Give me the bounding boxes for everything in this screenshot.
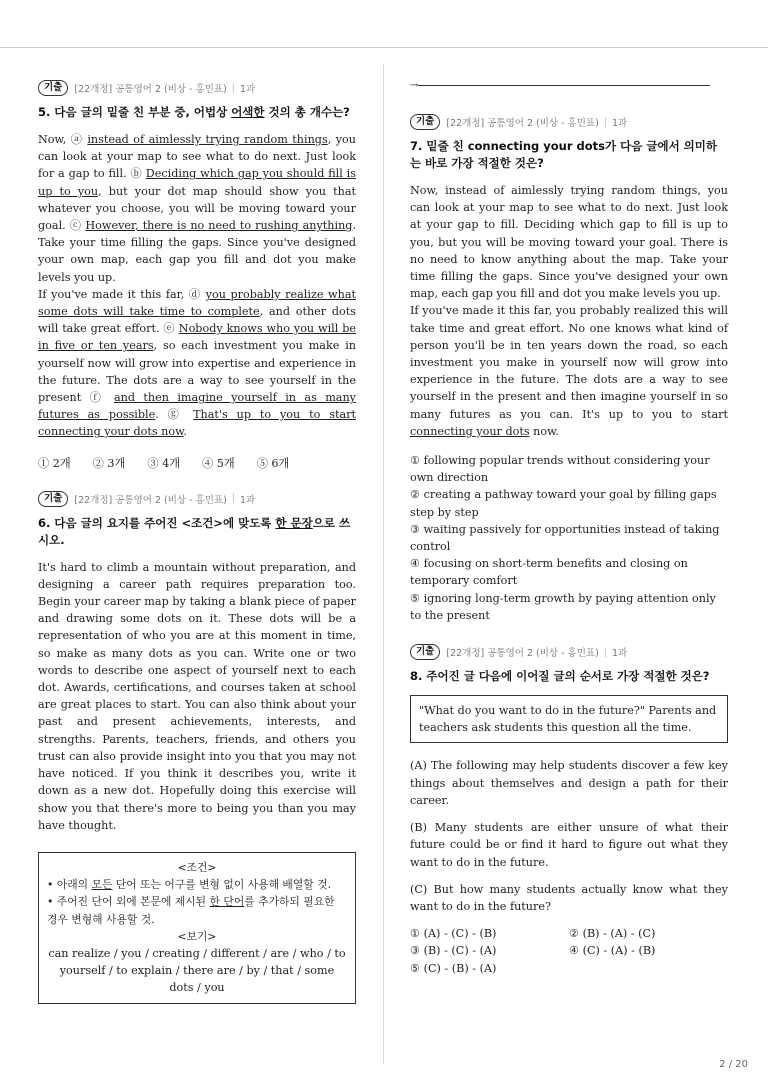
- answer-option: ① 2개: [38, 456, 71, 470]
- answer-option: ② 3개: [92, 456, 126, 470]
- q7-options: [410, 452, 728, 624]
- underlined-segment: That's up to you to start connecting your dots now: [38, 408, 356, 439]
- right-column: [410, 80, 728, 977]
- answer-option: ④ 5개: [202, 456, 235, 470]
- q8-given-box: "What do you want to do in the future?" Parents and teachers ask students this question all the time.: [410, 695, 728, 743]
- exam-badge: 기출: [410, 114, 440, 130]
- unit-text: 1과: [612, 648, 628, 660]
- q6-condition-box: [38, 852, 356, 1004]
- q5-title: 5. 다음 글의 밑줄 친 부분 중, 어법상 어색한 것의 총 개수는?: [38, 105, 350, 119]
- answer-option: ① following popular trends without considering your own direction: [410, 454, 710, 485]
- answer-option: ④ (C) - (A) - (B): [569, 944, 656, 958]
- passage-text: , and other dots will take great effort. ⓔ: [38, 305, 356, 336]
- unit-text: 1과: [612, 118, 628, 129]
- unit-text: 1과: [240, 84, 256, 95]
- answer-option: ② creating a pathway toward your goal by filling gaps step by step: [410, 488, 717, 519]
- answer-option: ⑤ 6개: [256, 456, 290, 470]
- answer-line: →: [410, 80, 728, 92]
- q7-passage: Now, instead of aimlessly trying random things, you can look at your map to see what to do next. Just look at your gap to fill. Deciding which gap to fill is up to you, but you will be moving toward your goal. There is no need to know anything about the map. Take your time filling the gaps. Since you've designed your own map, each gap you fill and dot you make levels you up. If you've made it this far, you probably realized this will take time and great effort. No one knows what kind of person you'll be in ten years down the road, so each investment you make in yourself now will grow into experience in the future. The dots are a way to see yourself in the present and then imagine yourself in so many futures as you can. It's up to you to start connecting your dots now.: [410, 184, 728, 438]
- top-rule: [0, 47, 768, 48]
- q6-passage: It's hard to climb a mountain without preparation, and designing a career path requires preparation too. Begin your career map by taking a blank piece of paper and drawing some dots on it. These dots will be a representation of who you are at this moment in time, so make as many dots as you can. Write one or two words to describe one aspect of yourself next to each dot. Awards, certifications, and courses taken at school are great places to start. You can also think about your past and present achievements, interests, and strengths. Parents, teachers, friends, and others you trust can also provide insight into you that you may not have noticed. If you think it describes you, write it down as a new dot. Hopefully doing this exercise will show you that there's more to being you than you may have thought.: [38, 560, 356, 832]
- passage-text: Now, ⓐ: [38, 133, 88, 146]
- passage-text: , you can look at your map to see what to do next. Just look for a gap to fill. ⓑ: [38, 133, 356, 181]
- underlined-segment: Deciding which gap you should fill is up to you: [38, 167, 356, 198]
- underlined-segment: and then imagine yourself in as many futures as possible: [38, 391, 357, 422]
- q8-title: 8. 주어진 글 다음에 이어질 글의 순서로 가장 적절한 것은?: [410, 669, 710, 684]
- passage-text: . Take your time filling the gaps. Since you've designed your own map, each gap you fill and dot you make levels you up.: [38, 219, 356, 284]
- condition-title: <조건>: [177, 860, 217, 874]
- page-number: 2 / 20: [719, 1059, 748, 1070]
- q7-title: 7. 밑줄 친 connecting your dots가 다음 글에서 의미하는 바로 가장 적절한 것은?: [410, 139, 718, 170]
- left-column: [38, 80, 356, 1004]
- passage-text: . ⓖ: [155, 408, 194, 422]
- exam-badge: 기출: [38, 80, 68, 96]
- q5-passage: [38, 131, 356, 441]
- answer-option: ③ (B) - (C) - (A): [410, 944, 497, 958]
- answer-option: ② (B) - (A) - (C): [569, 927, 656, 941]
- word-bank: can realize / you / creating / different / are / who / to yourself / to explain / there are / by / that / some dots / you: [48, 946, 346, 995]
- q8-paragraph-b: (B) Many students are either unsure of what their future could be or find it hard to figure out what they want to do in the future.: [410, 821, 728, 869]
- underlined-segment: you probably realize what some dots will take time to complete: [38, 287, 356, 319]
- exam-badge: 기출: [38, 491, 68, 507]
- q5-source-tag: 기출 [22개정] 공통영어 2 (비상 - 홍민표) | 1과: [38, 80, 356, 96]
- column-divider: [383, 64, 384, 1064]
- passage-text: , so each investment you make in yourself now will grow into expertise and experience in the future. The dots are a way to see yourself in the present ⓕ: [38, 339, 356, 405]
- answer-option: ⑤ (C) - (B) - (A): [410, 961, 497, 975]
- unit-text: 1과: [240, 494, 256, 506]
- word-bank-title: <보기>: [177, 929, 217, 943]
- q5-options: [38, 455, 356, 471]
- q6-source-tag: 기출 [22개정] 공통영어 2 (비상 - 홍민표) | 1과: [38, 491, 356, 507]
- underlined-segment: However, there is no need to rushing anything: [85, 219, 353, 233]
- answer-option: ⑤ ignoring long-term growth by paying attention only to the present: [410, 591, 716, 622]
- answer-option: ③ 4개: [147, 456, 181, 470]
- passage-text: , but your dot map should show you that whatever you choose, you will be moving toward your goal. ⓒ: [38, 184, 356, 233]
- underlined-segment: Nobody knows who you will be in five or ten years: [38, 322, 356, 353]
- q8-paragraph-a: (A) The following may help students discover a few key things about themselves and design a path for their career.: [410, 759, 728, 807]
- source-text: [22개정] 공통영어 2 (비상 - 홍민표): [446, 648, 599, 660]
- answer-option: ③ waiting passively for opportunities instead of taking control: [410, 522, 720, 554]
- answer-option: ④ focusing on short-term benefits and closing on temporary comfort: [410, 557, 688, 588]
- condition-2: • 주어진 단어 외에 본문에 제시된 한 단어를 추가하되 필요한 경우 변형해 사용할 것.: [47, 895, 335, 926]
- source-text: [22개정] 공통영어 2 (비상 - 홍민표): [74, 494, 227, 506]
- q8-source-tag: 기출 [22개정] 공통영어 2 (비상 - 홍민표) | 1과: [410, 644, 728, 660]
- q6-title: 6. 다음 글의 요지를 주어진 <조건>에 맞도록 한 문장으로 쓰시오.: [38, 515, 351, 547]
- passage-text: If you've made it this far, ⓓ: [38, 287, 206, 301]
- source-text: [22개정] 공통영어 2 (비상 - 홍민표): [74, 84, 227, 95]
- source-text: [22개정] 공통영어 2 (비상 - 홍민표): [446, 118, 599, 129]
- answer-option: ① (A) - (C) - (B): [410, 927, 497, 941]
- q7-source-tag: 기출 [22개정] 공통영어 2 (비상 - 홍민표) | 1과: [410, 114, 728, 130]
- q8-options: [410, 925, 728, 977]
- underlined-segment: instead of aimlessly trying random things: [87, 133, 328, 146]
- q8-paragraph-c: (C) But how many students actually know what they want to do in the future?: [410, 882, 728, 913]
- passage-text: .: [183, 425, 187, 439]
- exam-badge: 기출: [410, 644, 440, 660]
- condition-1: • 아래의 모든 단어 또는 어구를 변형 없이 사용해 배열할 것.: [47, 878, 332, 892]
